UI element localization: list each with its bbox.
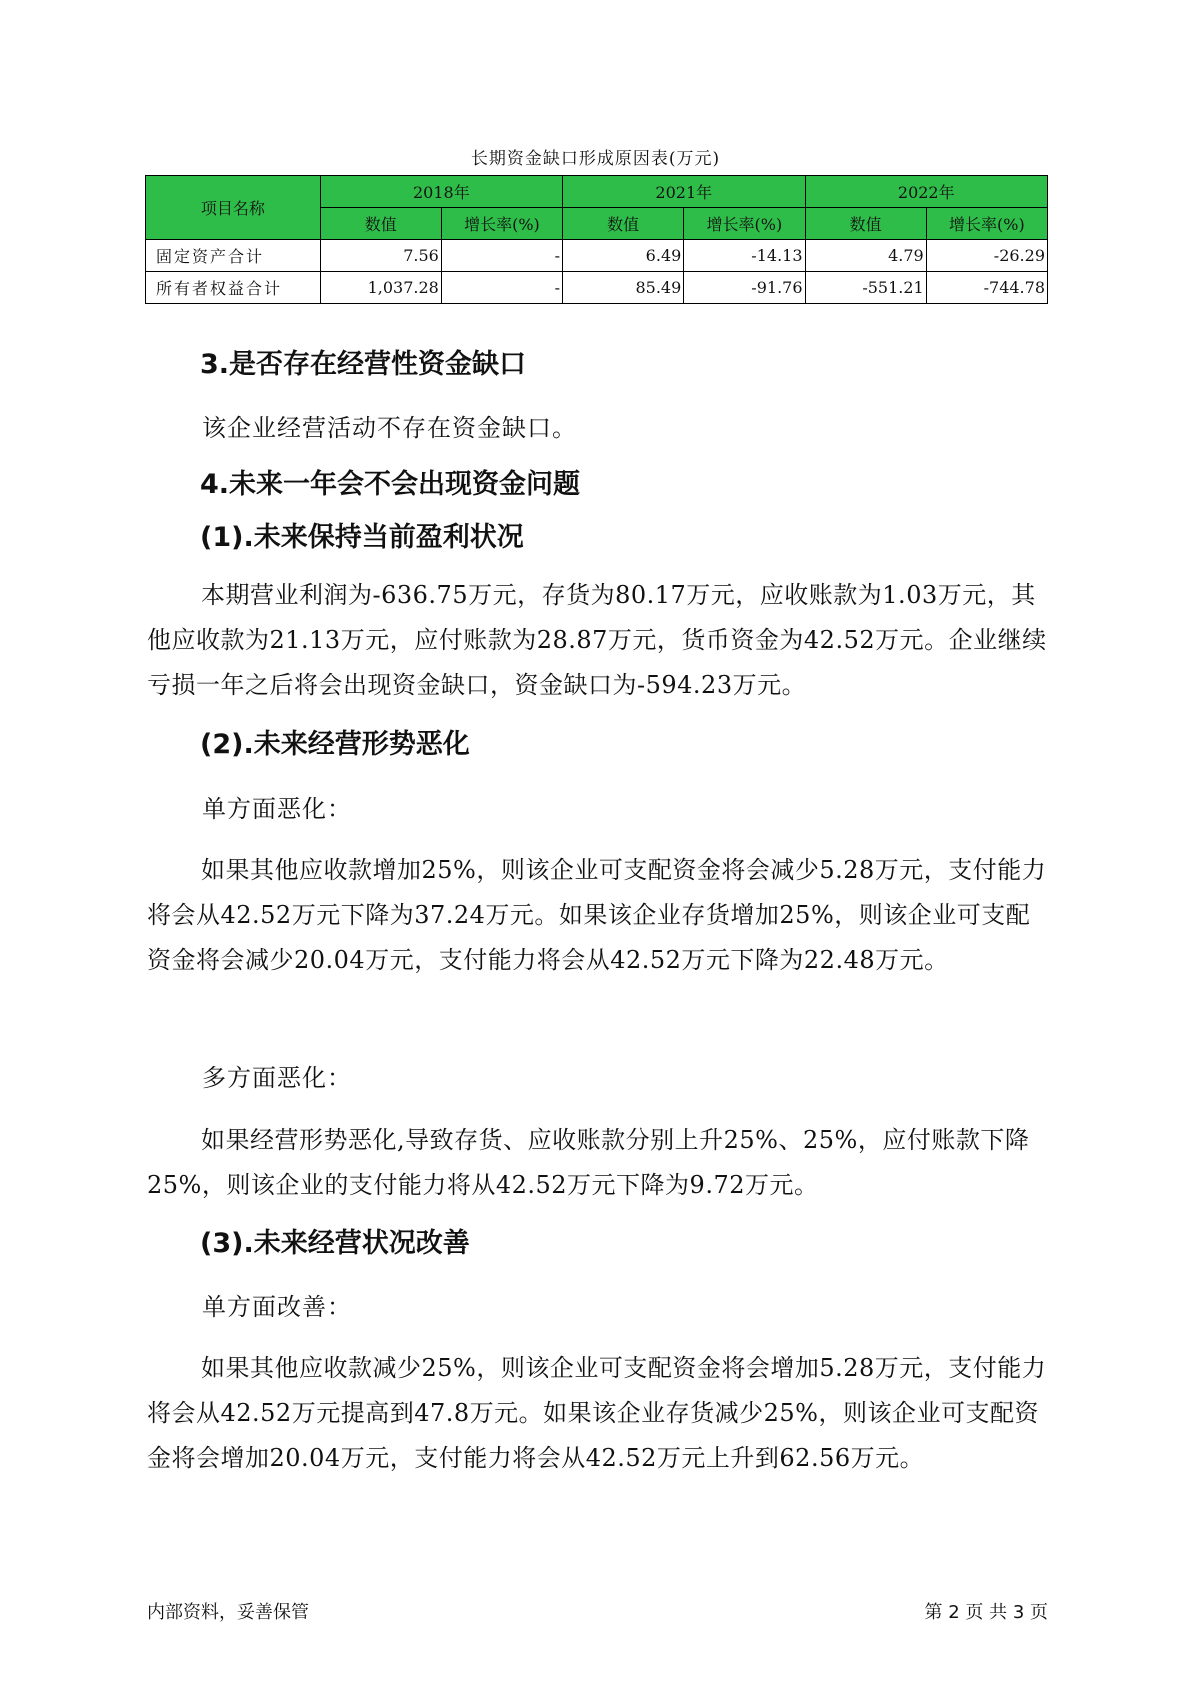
- row-name: 固定资产合计: [146, 240, 321, 272]
- footer-page-number: 第 2 页 共 3 页: [924, 1602, 1048, 1623]
- footer-confidential: 内部资料，妥善保管: [147, 1602, 309, 1623]
- year-header: 2018年: [320, 176, 562, 208]
- table-cell: -: [441, 272, 562, 304]
- growth-header: 增长率(%): [684, 208, 805, 240]
- single-improve-text: 如果其他应收款减少25%，则该企业可支配资金将会增加5.28万元，支付能力将会从42.52万元提高到47.8万元。如果该企业存货减少25%，则该企业可支配资金将会增加20.04万元，支付能力将会从42.52万元上升到62.56万元。: [147, 1354, 1047, 1472]
- table-cell: 7.56: [320, 240, 441, 272]
- table-cell: -26.29: [926, 240, 1047, 272]
- capital-gap-table: [145, 175, 1048, 304]
- single-improve-label: 单方面改善：: [202, 1293, 352, 1321]
- value-header: 数值: [563, 208, 684, 240]
- table-caption: 长期资金缺口形成原因表(万元): [470, 149, 721, 169]
- section-4-1-heading: (1).未来保持当前盈利状况: [200, 522, 524, 553]
- value-header: 数值: [320, 208, 441, 240]
- table-cell: 4.79: [805, 240, 926, 272]
- table-cell: 1,037.28: [320, 272, 441, 304]
- multi-worsen-text: 如果经营形势恶化,导致存货、应收账款分别上升25%、25%，应付账款下降25%，则该企业的支付能力将从42.52万元下降为9.72万元。: [147, 1126, 1030, 1199]
- table-cell: -744.78: [926, 272, 1047, 304]
- multi-worsen-label: 多方面恶化：: [202, 1064, 352, 1092]
- section-3-heading: 3.是否存在经营性资金缺口: [200, 349, 527, 380]
- growth-header: 增长率(%): [926, 208, 1047, 240]
- section-3-text: 该企业经营活动不存在资金缺口。: [202, 414, 577, 442]
- year-header: 2021年: [563, 176, 805, 208]
- value-header: 数值: [805, 208, 926, 240]
- section-4-1-text: 本期营业利润为-636.75万元，存货为80.17万元，应收账款为1.03万元，其他应收款为21.13万元，应付账款为28.87万元，货币资金为42.52万元。企业继续亏损一年之后将会出现资金缺口，资金缺口为-594.23万元。: [147, 581, 1047, 699]
- table-row: [146, 240, 1048, 272]
- table-cell: 6.49: [563, 240, 684, 272]
- table-cell: -: [441, 240, 562, 272]
- growth-header: 增长率(%): [441, 208, 562, 240]
- table-row: [146, 272, 1048, 304]
- section-4-3-heading: (3).未来经营状况改善: [200, 1228, 470, 1259]
- table-cell: -551.21: [805, 272, 926, 304]
- item-name-header: 项目名称: [146, 176, 321, 240]
- table-cell: -14.13: [684, 240, 805, 272]
- single-worsen-label: 单方面恶化：: [202, 795, 352, 823]
- table-cell: 85.49: [563, 272, 684, 304]
- section-4-heading: 4.未来一年会不会出现资金问题: [200, 469, 581, 500]
- table-cell: -91.76: [684, 272, 805, 304]
- section-4-2-heading: (2).未来经营形势恶化: [200, 729, 470, 760]
- year-header: 2022年: [805, 176, 1047, 208]
- single-worsen-text: 如果其他应收款增加25%，则该企业可支配资金将会减少5.28万元，支付能力将会从42.52万元下降为37.24万元。如果该企业存货增加25%，则该企业可支配资金将会减少20.04万元，支付能力将会从42.52万元下降为22.48万元。: [147, 856, 1047, 974]
- table-header-row: [146, 176, 1048, 208]
- row-name: 所有者权益合计: [146, 272, 321, 304]
